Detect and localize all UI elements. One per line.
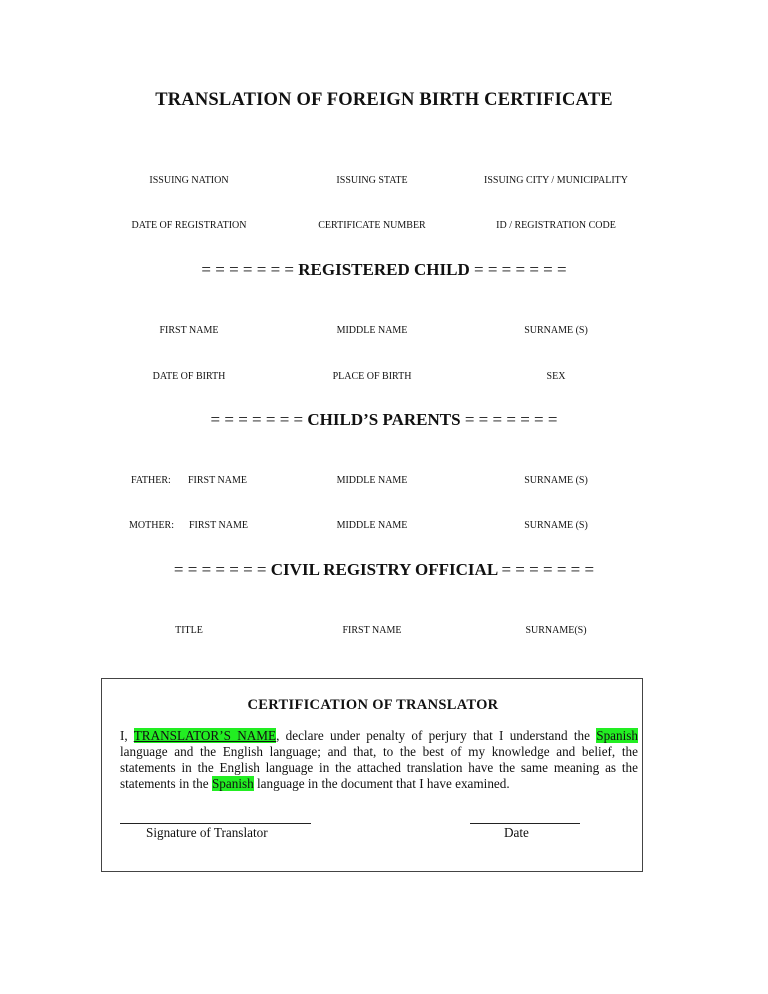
label-issuing-city: ISSUING CITY / MUNICIPALITY	[484, 175, 628, 186]
certification-title: CERTIFICATION OF TRANSLATOR	[247, 697, 499, 713]
signature-line	[120, 823, 311, 824]
translator-name-highlight: TRANSLATOR’S NAME	[133, 728, 277, 743]
section-divider-left: = = = = = = =	[201, 260, 295, 279]
section-divider-left: = = = = = = =	[173, 560, 267, 579]
section-registered-child	[0, 260, 768, 280]
language-highlight: Spanish	[596, 728, 638, 743]
label-mother-first-name: FIRST NAME	[189, 520, 248, 531]
date-label: Date	[504, 825, 529, 840]
document-title: TRANSLATION OF FOREIGN BIRTH CERTIFICATE	[155, 90, 613, 110]
label-father-first-name: FIRST NAME	[188, 475, 247, 486]
label-issuing-state: ISSUING STATE	[336, 175, 408, 186]
language-highlight: Spanish	[211, 776, 254, 791]
label-father-surname: SURNAME (S)	[524, 475, 588, 486]
label-certificate-number: CERTIFICATE NUMBER	[318, 220, 426, 231]
certification-box	[101, 678, 643, 872]
section-heading: REGISTERED CHILD	[298, 260, 470, 279]
section-childs-parents	[0, 410, 768, 430]
label-father-role: FATHER:	[131, 475, 171, 486]
certification-statement	[120, 728, 638, 792]
label-sex: SEX	[546, 371, 566, 382]
label-official-title: TITLE	[175, 625, 203, 636]
label-child-surname: SURNAME (S)	[524, 325, 588, 336]
section-divider-right: = = = = = = =	[473, 260, 567, 279]
label-date-of-birth: DATE OF BIRTH	[152, 371, 226, 382]
label-father-middle-name: MIDDLE NAME	[336, 475, 408, 486]
statement-text: language in the document that I have examined.	[253, 776, 510, 791]
label-date-of-registration: DATE OF REGISTRATION	[131, 220, 247, 231]
label-official-surname: SURNAME(S)	[525, 625, 587, 636]
label-mother-surname: SURNAME (S)	[524, 520, 588, 531]
section-divider-right: = = = = = = =	[464, 410, 558, 429]
statement-text: , declare under penalty of perjury that I understand the	[276, 728, 597, 743]
section-heading: CHILD’S PARENTS	[307, 410, 461, 429]
section-divider-left: = = = = = = =	[210, 410, 304, 429]
section-divider-right: = = = = = = =	[501, 560, 595, 579]
label-mother-role: MOTHER:	[129, 520, 174, 531]
section-civil-registry-official	[0, 560, 768, 580]
statement-text: I,	[120, 728, 134, 743]
statement-text: language and the English language; and that, to the best of my knowledge and belief, the statements in the English language in the attached translation have the same meaning as the statements in the	[120, 744, 638, 791]
label-issuing-nation: ISSUING NATION	[149, 175, 229, 186]
label-child-first-name: FIRST NAME	[159, 325, 219, 336]
label-mother-middle-name: MIDDLE NAME	[336, 520, 408, 531]
label-place-of-birth: PLACE OF BIRTH	[332, 371, 412, 382]
label-child-middle-name: MIDDLE NAME	[336, 325, 408, 336]
signature-label: Signature of Translator	[146, 825, 268, 840]
label-registration-code: ID / REGISTRATION CODE	[496, 220, 616, 231]
label-official-first-name: FIRST NAME	[342, 625, 402, 636]
date-line	[470, 823, 580, 824]
section-heading: CIVIL REGISTRY OFFICIAL	[270, 560, 498, 579]
